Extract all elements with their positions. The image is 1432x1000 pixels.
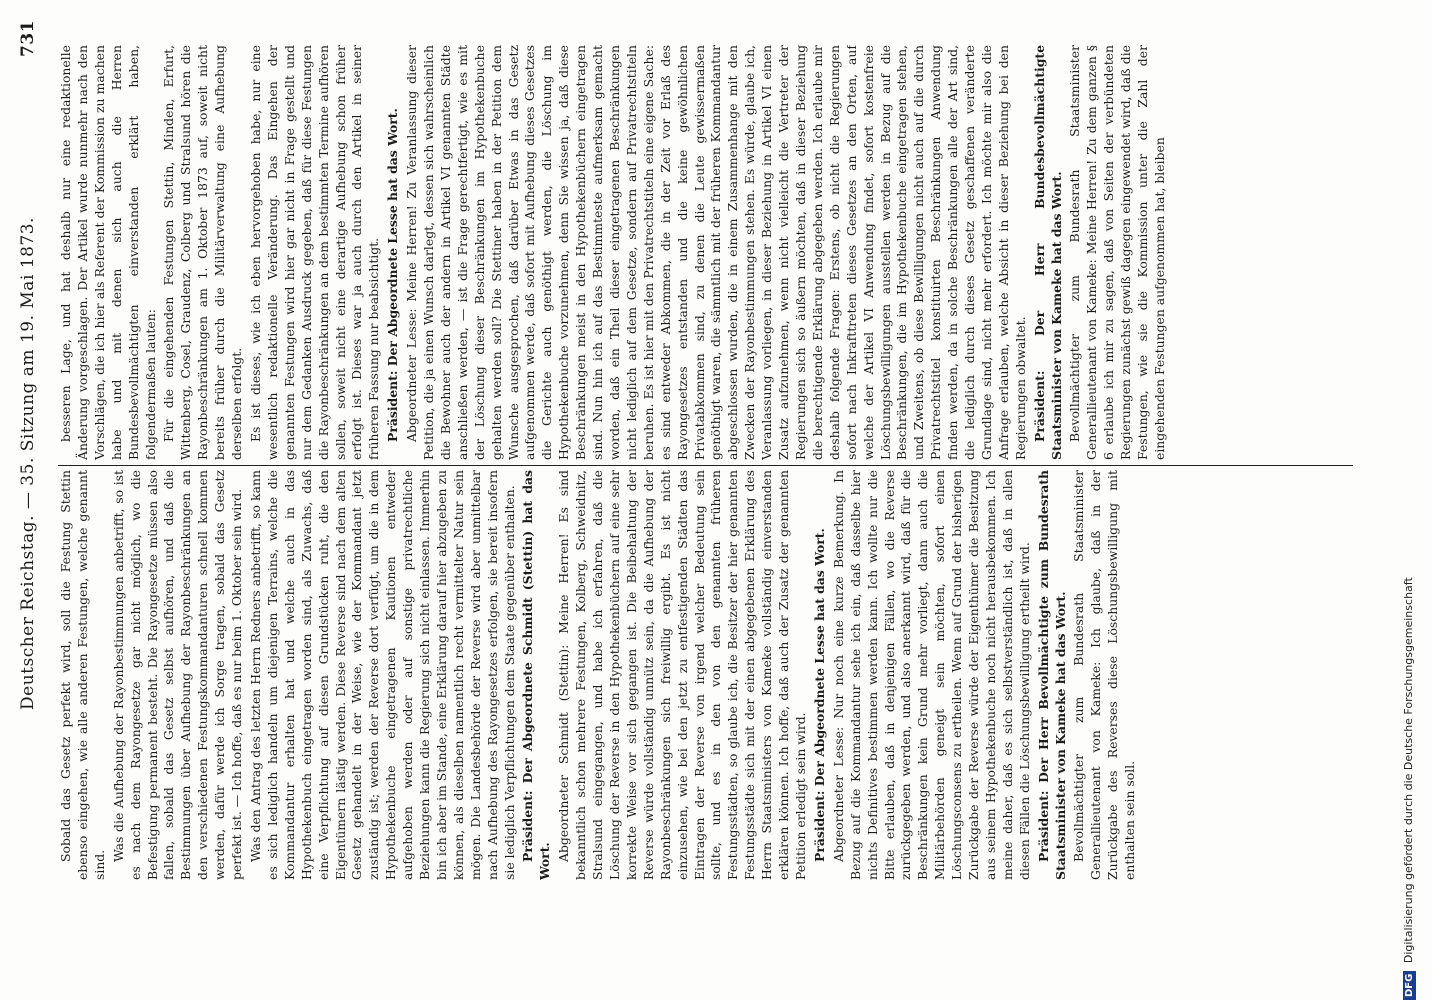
paragraph: Für die eingehenden Festungen Stettin, Minden, Erfurt, Wittenberg, Cosel, Graudenz, Colberg und Stralsund hören die Rayonbeschränkungen am 1. Oktober 1873 auf, soweit nicht bereits früher durch die Militärverwaltung eine Aufhebung derselben erfolgt.: [161, 45, 245, 460]
paragraph: Bevollmächtigter zum Bundesrath Staatsminister Generallieutenant von Kameke: Ich glaube, daß in der Zurückgabe des Reverses diese Löschungsbewilligung mit enthalten sein soll.: [1071, 470, 1138, 880]
speaker-line: Präsident: Der Abgeordnete Lesse hat das Wort.: [811, 528, 827, 862]
paragraph: Bevollmächtigter zum Bundesrath Staatsminister Generallieutenant von Kameke: Meine Herren! Zu dem ganzen § 6 erlaube ich mir zu sagen, daß von Seiten der verbündeten Regierungen zunächst gewiß dagegen eingewendet wird, daß die Festungen, wie sie die Kommission unter die Zahl der eingehenden Festungen aufgenommen hat, bleiben: [1067, 45, 1167, 460]
speaker-line: Präsident: Der Herr Bundesbevollmächtigte Staatsminister von Kameke hat das Wort.: [1031, 45, 1064, 460]
left-column: [58, 470, 1358, 880]
speaker-line: Präsident: Der Abgeordnete Schmidt (Stettin) hat das Wort.: [520, 470, 553, 880]
paragraph: Was den Antrag des letzten Herrn Redners anbetrifft, so kann es sich lediglich handeln um diejenigen Terrains, welche die Kommandantur erhalten hat und welche auch in das Hypothekenbuch eingetragen worden sind, als Zuwachs, daß eine Verpflichtung auf diesen Grundstücken ruht, die den Eigentümern lästig werden. Diese Reverse sind nach dem alten Gesetz gehandelt in der Weise, wie der Kommandant jetzt zuständig ist; werden der Reverse dort verfügt, um die in dem Hypothekenbuche eingetragenen Kautionen entweder aufgehoben werden oder auf sonstige privatrechtliche Beziehungen kann die Regierung sich nicht einlassen. Immerhin bin ich aber im Stande, eine Erklärung darauf hier abzugeben zu können, als dieselben namentlich recht vermittelter Natur sein mögen. Die Landesbehörde der Reverse wird aber unmittelbar nach Aufhebung des Rayongesetzes erfolgen, sie bereit insofern sie lediglich Verpflichtungen dem Staate gegenüber enthalten.: [247, 470, 517, 880]
paragraph: Abgeordneter Schmidt (Stettin): Meine Herren! Es sind bekanntlich schon mehrere Festungen, Kolberg, Schweidnitz, Stralsund eingegangen, und habe ich erfahren, daß die Löschung der Reverse in den Hypothekenbüchern auf eine sehr korrekte Weise vor sich gegangen ist. Die Beibehaltung der Reverse würde vollständig unnütz sein, da die Aufhebung der Rayonbeschränkungen sich freiwillig ergibt. Es ist nicht einzusehen, wie bei den jetzt zu entfestigenden Städten das Eintragen der Reverse von irgend welcher Bedeutung sein sollte, und es in den von den genannten früheren Festungsstädten, so glaube ich, die Besitzer der hier genannten Festungsstädte sich mit der einen abgegebenen Erklärung des Herrn Staatsministers von Kameke vollständig einverstanden erklären können. Ich hoffe, daß auch der Zusatz der genannten Petition erledigt sein wird.: [556, 470, 808, 880]
paragraph: Sobald das Gesetz perfekt wird, soll die Festung Stettin ebenso eingehen, wie alle anderen Festungen, welche genannt sind.: [58, 470, 107, 880]
paragraph: Was die Aufhebung der Rayonbestimmungen anbetrifft, so ist es nach dem Rayongesetze gar nicht möglich, wo die Befestigung permanent besteht. Die Rayongesetze müssen also fallen, sobald das Gesetz selbst aufhören, und daß die Bestimmungen über Aufhebung der Rayonbeschränkungen an den verschiedenen Festungskommandanturen schnell kommen werden, dafür werde ich Sorge tragen, sobald das Gesetz perfekt ist. — Ich hoffe, daß es nur beim 1. Oktober sein wird.: [110, 470, 245, 880]
dfg-logo: DFG: [1403, 971, 1416, 1000]
paragraph: Es ist dieses, wie ich eben hervorgehoben habe, nur eine wesentlich redaktionelle Veränderung. Das Eingehen der genannten Festungen wird hier gar nicht in Frage gestellt und nur dem Gedanken Ausdruck gegeben, daß für diese Festungen die Rayonbeschränkungen an dem bestimmten Termine aufhören sollen, soweit nicht eine derartige Aufhebung schon früher erfolgt ist. Dieses war ja auch durch den Artikel in seiner früheren Fassung nur beabsichtigt.: [247, 45, 382, 460]
column-divider: [58, 465, 1353, 466]
paragraph: Abgeordneter Lesse: Meine Herren! Zu Veranlassung dieser Petition, die ja einen Wunsch darlegt, dessen sich wahrscheinlich die Bewohner auch der andern in Artikel VI genannten Städte anschließen werden, — ist die Frage gerechtfertigt, wie es mit der Löschung dieser Beschränkungen im Hypothekenbuche gehalten werden soll? Die Stettiner haben in der Petition dem Wunsche ausgesprochen, daß darüber Etwas in das Gesetz aufgenommen werde, daß sofort mit Aufhebung dieses Gesetzes die Gerichte auch genöthigt werden, die Löschung im Hypothekenbuche vorzunehmen, denn Sie wissen ja, daß diese Beschränkungen meist in den Hypothekenbüchern eingetragen sind. Nun hin ich auf das Bestimmteste aufmerksam gemacht worden, daß ein Theil dieser eingetragenen Beschränkungen nicht lediglich auf dem Gesetze, sondern auf Privatrechtstiteln beruhen. Es ist hier mit den Privatrechtstiteln eine eigene Sache: es sind entweder Abkommen, die in der Zeit vor Erlaß des Rayongesetzes entstanden und die keine gewöhnlichen Privatabkommen sind, zu denen die Leute gewissermaßen genöthigt waren, die sämmtlich mit der früheren Kommandantur abgeschlossen wurden, die in einem Zusammenhange mit den Zwecken der Rayonbestimmungen stehen. Es würde, glaube ich, Veranlassung vorliegen, in dieser Beziehung in Artikel VI einen Zusatz aufzunehmen, wenn nicht vielleicht die Vertreter der Regierungen sich so äußern möchten, daß in dieser Beziehung die berechtigende Erklärung abgegeben werden. Ich erlaube mir deshalb folgende Fragen: Erstens, ob nicht die Regierungen sofort nach Inkrafttreten dieses Gesetzes an den Orten, auf welche der Artikel VI Anwendung findet, sofort kostenfreie Löschungsbewilligungen ausstellen werden in Bezug auf die Beschränkungen, die im Hypothekenbuche eingetragen stehen, und Zweitens, ob diese Bewilligungen nicht auch auf die durch Privatrechtstitel konstituirten Beschränkungen Anwendung finden werden, da in solche Beschränkungen alle der Art sind, die lediglich durch dieses Gesetz geschaffenen veränderte Grundlage sind, nicht mehr erfordert. Ich möchte mir also die Anfrage erlauben, welche Absicht in dieser Beziehung bei den Regierungen obwaltet.: [404, 45, 1028, 460]
speaker-line: Präsident: Der Herr Bevollmächtigte zum Bundesrath Staatsminister von Kameke hat das Wort.: [1035, 470, 1068, 880]
paragraph: Abgeordneter Lesse: Nur noch eine kurze Bemerkung. In Bezug auf die Kommandantur sehe ich ein, daß dasselbe hier nichts Definitives bestimmen werden kann. Ich wollte nur die Bitte erlauben, daß in denjenigen Fällen, wo die Reverse zurückgegeben werden, und also anerkannt wird, daß für die Beschränkungen kein Grund mehr vorliegt, dann auch die Militärbehörden geneigt sein möchten, sofort einen Löschungsconsens zu ertheilen. Wenn auf Grund der bisherigen Zurückgabe der Reverse würde der Eigenthümer die Besitzung aus seinem Hypothekenbuche noch nicht herausbekommen. Ich meine daher, daß es sich selbstverständlich ist, daß in allen diesen Fällen die Löschungsbewilligung ertheilt wird.: [830, 470, 1032, 880]
speaker-line: Präsident: Der Abgeordnete Lesse hat das Wort.: [385, 108, 401, 442]
digitization-footer: [1402, 0, 1428, 1000]
paragraph: besseren Lage, und hat deshalb nur eine redaktionelle Änderung vorgeschlagen. Der Artikel wurde nunmehr nach den Vorschlägen, die ich hier als Referent der Kommission zu machen habe und mit denen sich auch die Herren Bundesbevollmächtigten einverstanden erklärt haben, folgendermaßen lauten:: [58, 45, 158, 460]
page-header: [10, 20, 54, 880]
right-column: [58, 45, 1358, 460]
running-title: Deutscher Reichstag. — 35. Sitzung am 19. Mai 1873.: [18, 217, 38, 710]
page-number: 731: [18, 20, 38, 57]
digitization-note: Digitalisierung gefördert durch die Deutsche Forschungsgemeinschaft: [1402, 577, 1415, 964]
